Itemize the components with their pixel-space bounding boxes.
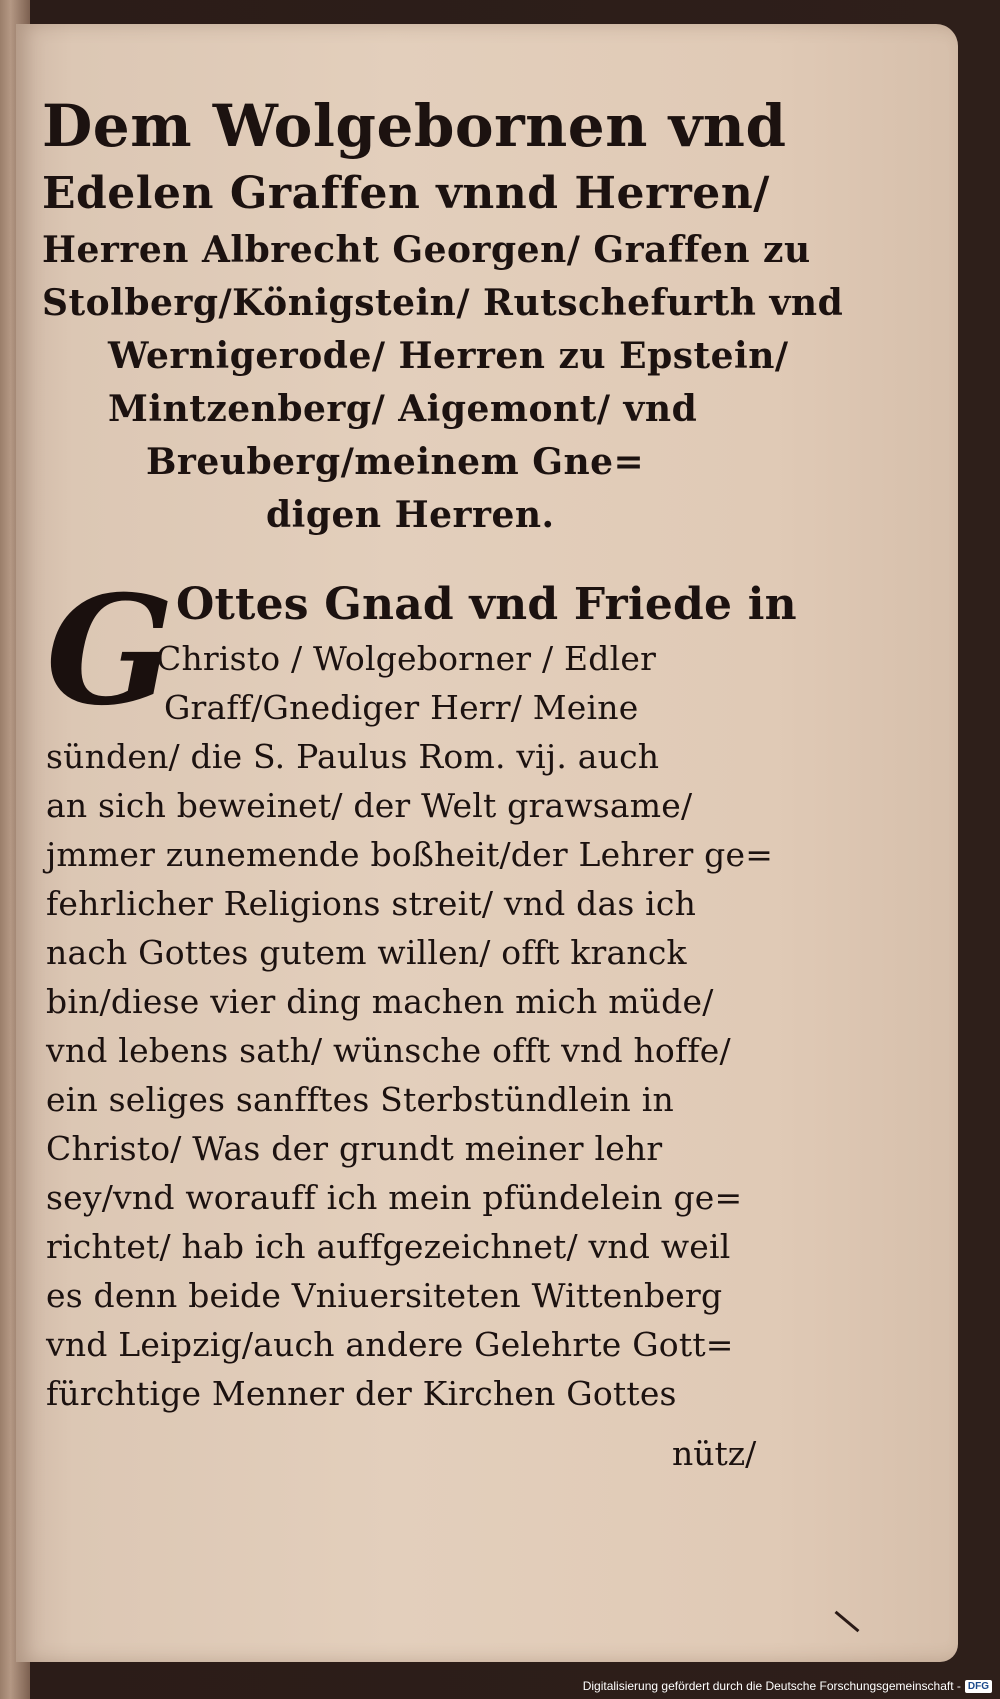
body-line-8: nach Gottes gutem willen/ offt kranck bbox=[46, 933, 687, 972]
dedication-body bbox=[46, 563, 797, 1418]
catchword: nütz/ bbox=[672, 1434, 757, 1473]
heading-line-3: Herren Albrecht Georgen/ Graffen zu bbox=[42, 229, 811, 271]
body-line-4: sünden/ die S. Paulus Rom. vij. auch bbox=[46, 737, 660, 776]
heading-line-7: Breuberg/meinem Gne= bbox=[146, 441, 645, 483]
heading-line-2: Edelen Graffen vnnd Herren/ bbox=[42, 168, 770, 219]
body-line-2: Christo / Wolgeborner / Edler bbox=[156, 639, 657, 678]
body-line-10: vnd lebens sath/ wünsche offt vnd hoffe/ bbox=[46, 1031, 731, 1070]
body-line-7: fehrlicher Religions streit/ vnd das ich bbox=[46, 884, 697, 923]
heading-line-4: Stolberg/Königstein/ Rutschefurth vnd bbox=[42, 282, 844, 324]
drop-cap-initial: G bbox=[46, 563, 175, 739]
heading-line-6: Mintzenberg/ Aigemont/ vnd bbox=[108, 388, 698, 430]
body-line-17: fürchtige Menner der Kirchen Gottes bbox=[46, 1374, 677, 1413]
heading-line-8: digen Herren. bbox=[266, 494, 555, 536]
body-line-3: Graff/Gnediger Herr/ Meine bbox=[164, 688, 639, 727]
body-line-5: an sich beweinet/ der Welt grawsame/ bbox=[46, 786, 693, 825]
body-line-14: richtet/ hab ich auffgezeichnet/ vnd weil bbox=[46, 1227, 731, 1266]
body-line-11: ein seliges sanfftes Sterbstündlein in bbox=[46, 1080, 674, 1119]
dedication-heading bbox=[42, 88, 844, 542]
body-line-13: sey/vnd worauff ich mein pfündelein ge= bbox=[46, 1178, 743, 1217]
digitization-footer bbox=[583, 1679, 992, 1693]
body-line-12: Christo/ Was der grundt meiner lehr bbox=[46, 1129, 663, 1168]
heading-line-5: Wernigerode/ Herren zu Epstein/ bbox=[108, 335, 789, 377]
heading-line-1: Dem Wolgebornen vnd bbox=[42, 92, 787, 160]
body-line-15: es denn beide Vniuersiteten Wittenberg bbox=[46, 1276, 723, 1315]
dfg-logo-icon: DFG bbox=[965, 1680, 992, 1693]
body-line-1: Ottes Gnad vnd Friede in bbox=[176, 579, 797, 630]
body-line-6: jmmer zunemende boßheit/der Lehrer ge= bbox=[46, 835, 774, 874]
body-line-16: vnd Leipzig/auch andere Gelehrte Gott= bbox=[46, 1325, 734, 1364]
footer-credit-text: Digitalisierung gefördert durch die Deutsche Forschungsgemeinschaft - bbox=[582, 1679, 961, 1693]
body-line-9: bin/diese vier ding machen mich müde/ bbox=[46, 982, 714, 1021]
